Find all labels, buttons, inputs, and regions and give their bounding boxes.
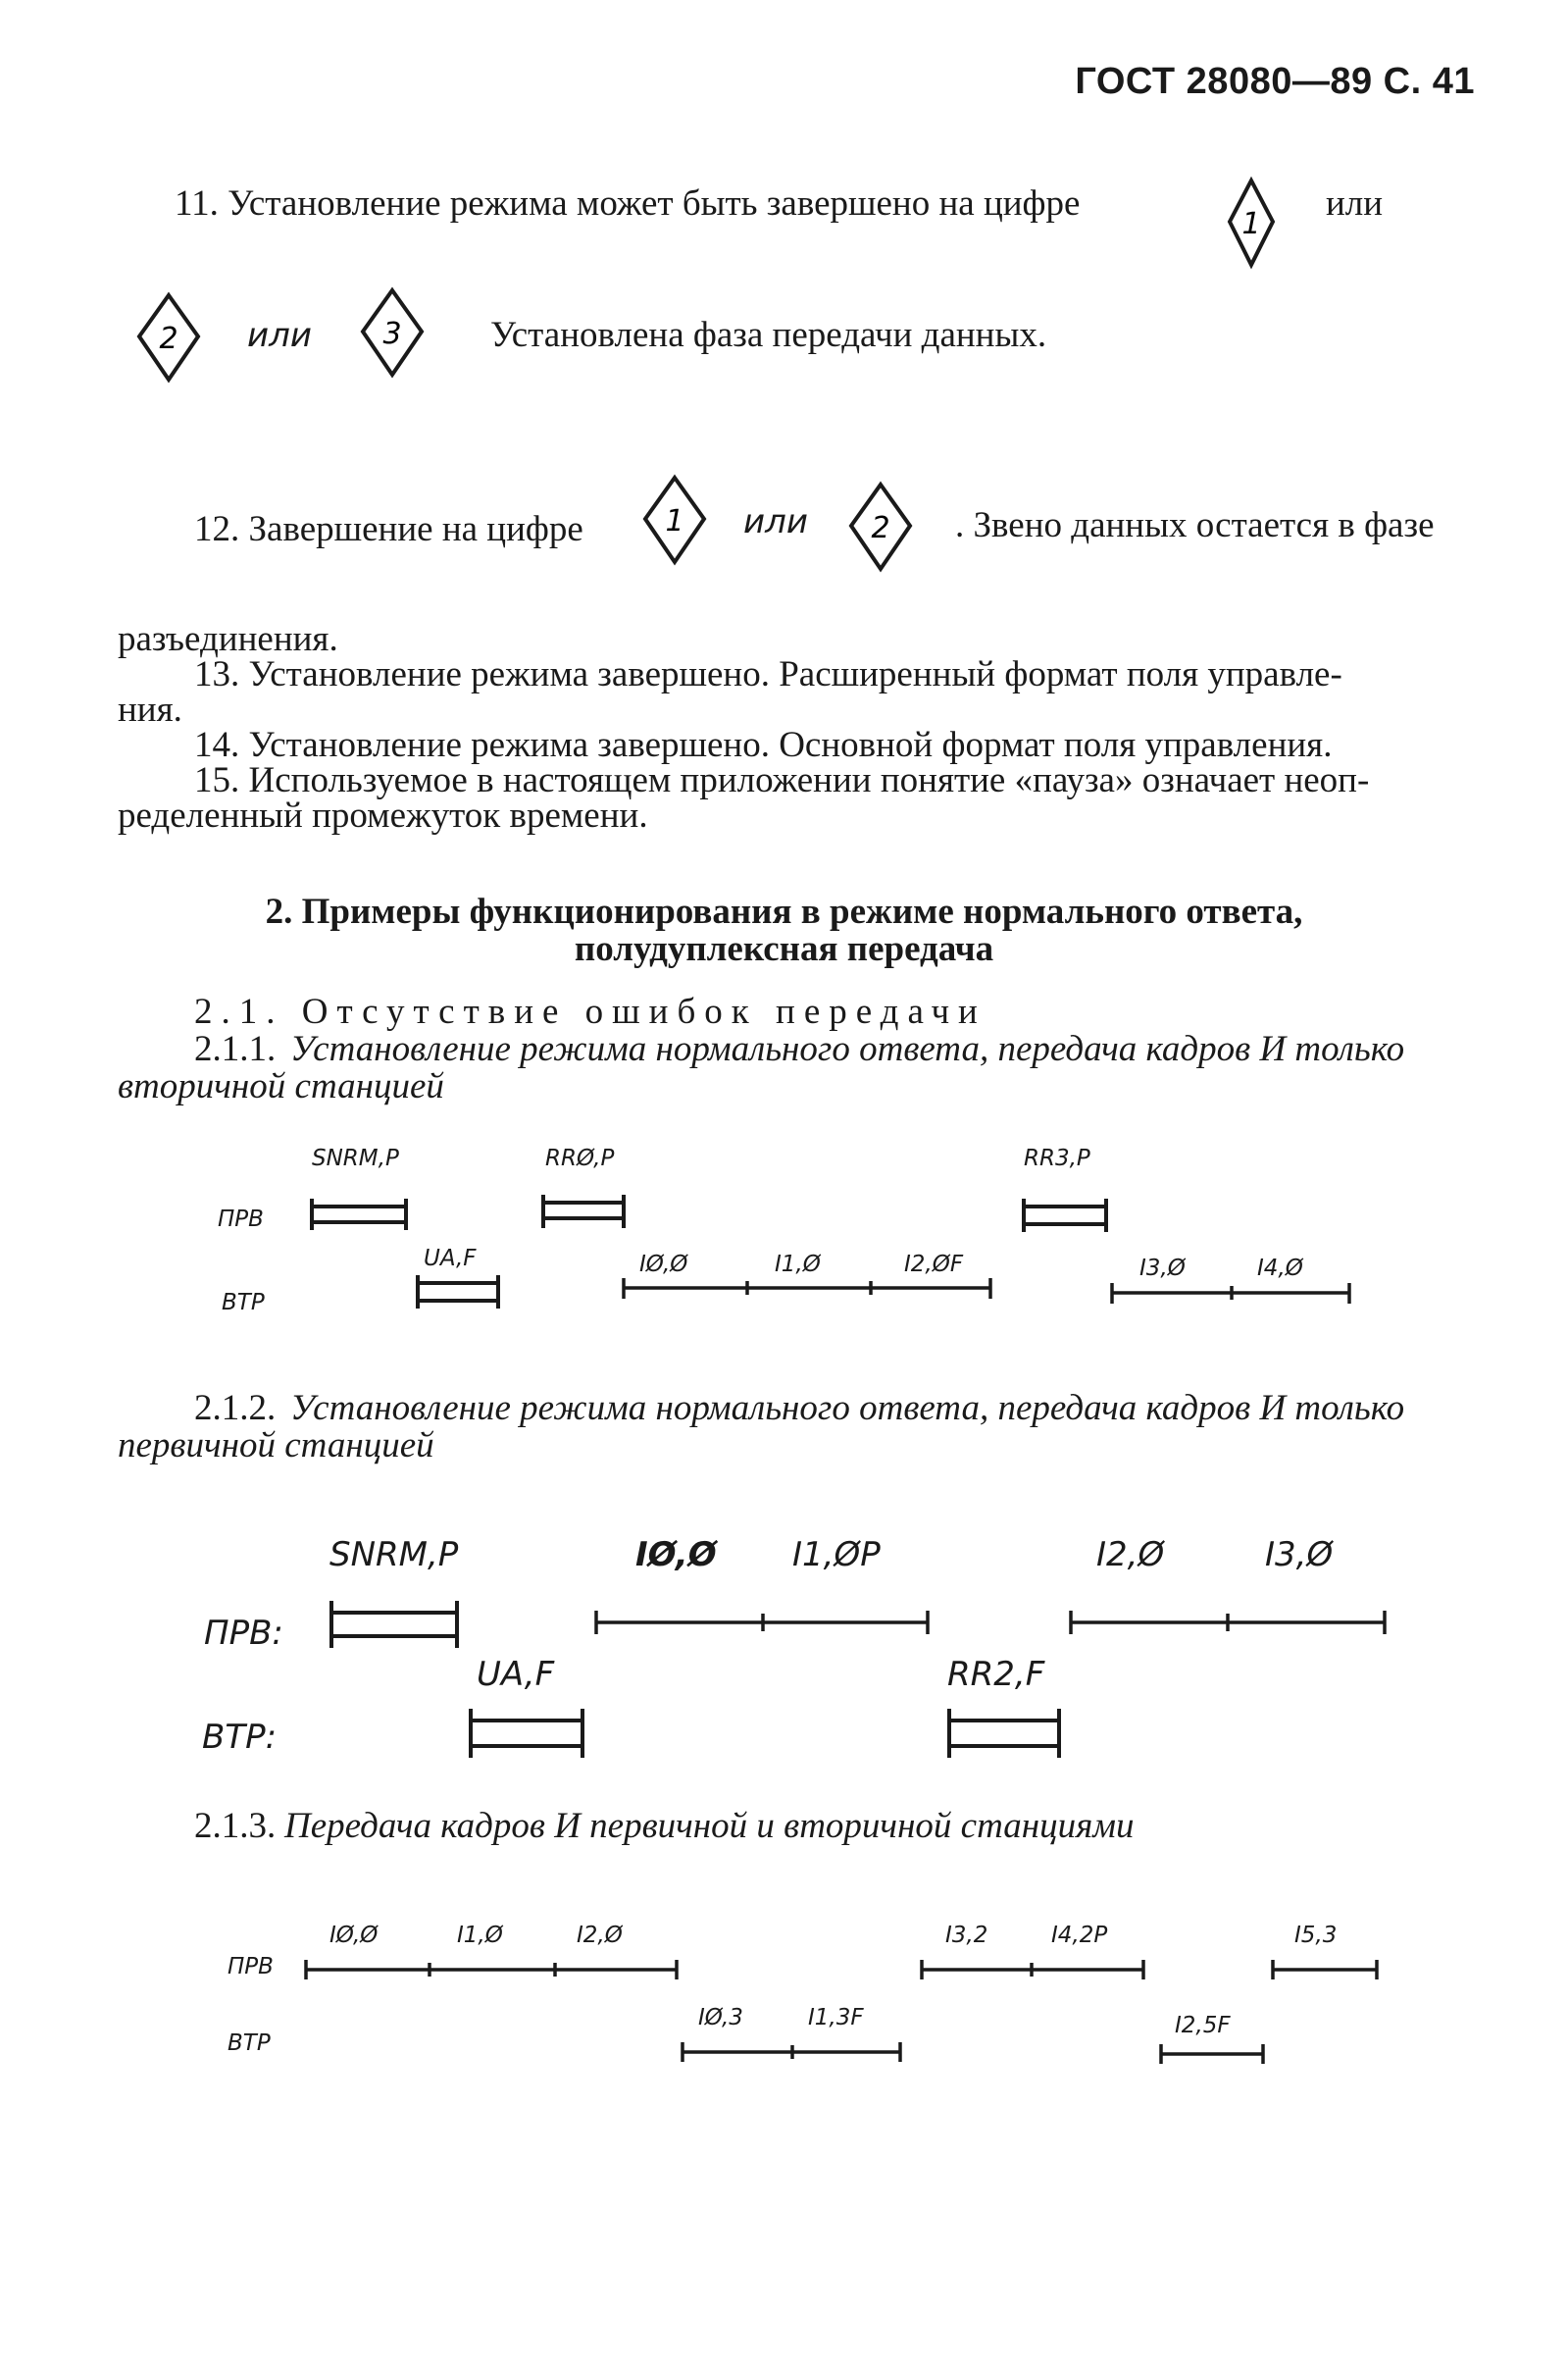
- frame-label-v25f: I2,5F: [1175, 2013, 1231, 2038]
- frame-label-snrm: SNRM,P: [329, 1535, 459, 1574]
- diagram-2-1-2: [202, 1535, 1385, 1758]
- item-13-end: ния.: [118, 690, 182, 730]
- subsection-2-1: 2.1. Отсутствие ошибок передачи: [194, 992, 986, 1032]
- subsection-2-1-2-text: Установление режима нормального ответа, передача кадров И только: [290, 1388, 1405, 1428]
- label-secondary-station: ВТР: [228, 2030, 271, 2056]
- frame-label-i40: I4,Ø: [1257, 1256, 1303, 1281]
- info-frames-line-2: [1112, 1283, 1349, 1304]
- frame-label-i53: I5,3: [1294, 1923, 1338, 1948]
- digit-1-diamond-icon: [1228, 177, 1275, 276]
- subsection-2-1-1-text: Установление режима нормального ответа, передача кадров И только: [290, 1029, 1405, 1069]
- digit-2-diamond-icon: [849, 481, 912, 580]
- info-frames-line-2: [1071, 1611, 1385, 1634]
- frame-label-i20: I2,Ø: [577, 1923, 623, 1948]
- or-handwritten: или: [247, 316, 312, 355]
- section-2-title-continued: полудуплексная передача: [574, 929, 994, 969]
- frame-label-i10: I1,Ø: [775, 1252, 821, 1277]
- subsection-2-1-3-text: Передача кадров И первичной и вторичной станциями: [284, 1806, 1135, 1846]
- frame-label-ua: UA,F: [477, 1655, 555, 1694]
- diamond-digit: 2: [871, 511, 890, 545]
- frame-label-rr3: RR3,P: [1024, 1146, 1090, 1171]
- info-frames-line-1: [596, 1611, 928, 1634]
- info-frames-line-2: [922, 1960, 1143, 1979]
- frame-label-rr0: RRØ,P: [545, 1146, 615, 1171]
- frame-label-rr2: RR2,F: [947, 1655, 1045, 1694]
- item-12-text: 12. Завершение на цифре: [194, 509, 583, 549]
- frame-label-i10: I1,Ø: [457, 1923, 503, 1948]
- item-12-end: разъединения.: [118, 619, 338, 659]
- info-frames-line-5: [1161, 2044, 1263, 2064]
- info-frames-line-4: [683, 2042, 900, 2062]
- frame-label-i10p: I1,ØP: [792, 1535, 881, 1574]
- digit-2-diamond-icon: [137, 291, 200, 390]
- item-13-text: 13. Установление режима завершено. Расширенный формат поля управле-: [194, 654, 1342, 694]
- digit-1-diamond-icon: [643, 474, 706, 573]
- item-11-text: 11. Установление режима может быть завершено на цифре: [175, 183, 1081, 224]
- subsection-2-1-1-number: 2.1.1.: [194, 1029, 277, 1069]
- diagram-2-1-3: [228, 1923, 1377, 2064]
- page-header: ГОСТ 28080—89 С. 41: [1075, 61, 1475, 102]
- item-12-continuation: . Звено данных остается в фазе: [955, 505, 1435, 545]
- frame-rr3-box: [1024, 1199, 1106, 1232]
- label-secondary-station: ВТР:: [202, 1718, 278, 1757]
- digit-3-diamond-icon: [361, 286, 424, 385]
- frame-label-v03: IØ,3: [698, 2005, 743, 2030]
- item-14-text: 14. Установление режима завершено. Основной формат поля управления.: [194, 725, 1333, 765]
- frame-label-i20: I2,Ø: [1096, 1535, 1165, 1574]
- item-11-or: или: [1326, 183, 1384, 224]
- label-primary-station: ПРВ:: [204, 1614, 283, 1653]
- diamond-digit: 1: [1241, 207, 1261, 241]
- info-frames-line-1: [306, 1960, 677, 1979]
- diagram-2-1-1: [218, 1146, 1349, 1315]
- diamond-digit: 2: [159, 322, 178, 356]
- frame-label-i32: I3,2: [945, 1923, 988, 1948]
- frame-label-v13f: I1,3F: [808, 2005, 864, 2030]
- frame-label-i00: IØ,Ø: [639, 1252, 688, 1277]
- label-secondary-station: ВТР: [222, 1290, 265, 1315]
- frame-ua-box: [471, 1709, 582, 1758]
- frame-label-i00: IØ,Ø: [635, 1535, 717, 1574]
- item-15-text: 15. Используемое в настоящем приложении понятие «пауза» означает неоп-: [194, 760, 1370, 800]
- subsection-2-1-1-text-end: вторичной станцией: [118, 1066, 444, 1106]
- diamond-digit: 1: [665, 504, 684, 539]
- frame-label-ua: UA,F: [424, 1246, 477, 1271]
- item-11-continuation: Установлена фаза передачи данных.: [490, 315, 1047, 355]
- frame-label-i30: I3,Ø: [1265, 1535, 1334, 1574]
- frame-ua-box: [418, 1275, 498, 1309]
- frame-label-snrm: SNRM,P: [312, 1146, 399, 1171]
- info-frames-line-1: [624, 1278, 990, 1299]
- frame-label-i00: IØ,Ø: [329, 1923, 379, 1948]
- section-2-title: 2. Примеры функционирования в режиме нормального ответа,: [265, 892, 1303, 932]
- frame-rr2-box: [949, 1709, 1059, 1758]
- item-15-end: ределенный промежуток времени.: [118, 796, 648, 836]
- diamond-digit: 3: [382, 317, 402, 351]
- frame-snrm-box: [312, 1199, 406, 1230]
- subsection-2-1-2-text-end: первичной станцией: [118, 1425, 434, 1465]
- frame-label-i42p: I4,2P: [1051, 1923, 1108, 1948]
- subsection-2-1-3-number: 2.1.3.: [194, 1806, 277, 1846]
- info-frames-line-3: [1273, 1960, 1377, 1979]
- frame-snrm-box: [331, 1601, 457, 1648]
- label-primary-station: ПРВ: [218, 1207, 264, 1232]
- frame-label-i30: I3,Ø: [1139, 1256, 1186, 1281]
- frame-rr0-box: [543, 1195, 624, 1228]
- or-handwritten: или: [743, 502, 808, 541]
- frame-label-i20f: I2,ØF: [904, 1252, 964, 1277]
- subsection-2-1-2-number: 2.1.2.: [194, 1388, 277, 1428]
- label-primary-station: ПРВ: [228, 1954, 274, 1979]
